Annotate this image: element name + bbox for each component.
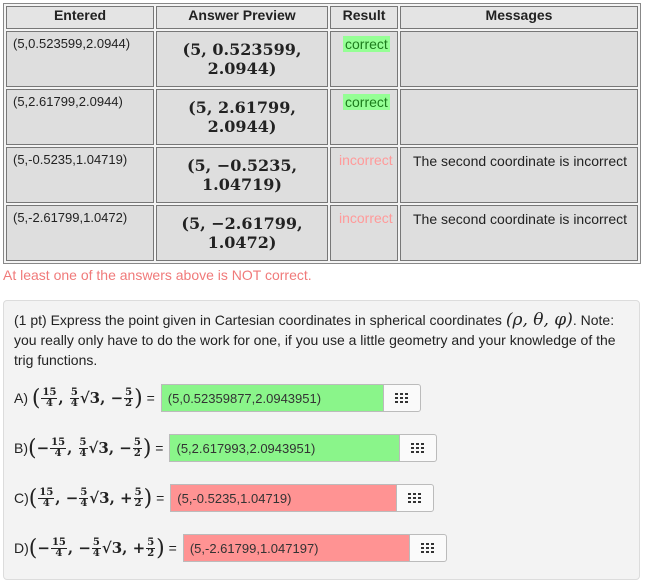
part-label: C) bbox=[14, 490, 29, 506]
result-cell bbox=[330, 205, 398, 261]
part-c-label: C) ( $\frac{15}{4}$ , − $\frac{5}{4}$ √3 , + $\frac{5}{2}$ ) = bbox=[14, 485, 165, 511]
part-c-row bbox=[14, 483, 434, 513]
equation-editor-button-d[interactable] bbox=[409, 534, 447, 562]
table-row bbox=[6, 31, 638, 87]
part-a-row bbox=[14, 383, 421, 413]
result-badge: incorrect bbox=[339, 210, 393, 226]
preview-cell: (5, 0.523599, 2.0944) bbox=[156, 31, 328, 87]
result-cell bbox=[330, 31, 398, 87]
point-coords: ( $\frac{15}{4}$ , − $\frac{5}{4}$ √3 , + $\frac{5}{2}$ ) bbox=[28, 485, 153, 511]
result-badge: correct bbox=[345, 36, 388, 52]
message-cell bbox=[400, 89, 638, 145]
equation-editor-button-a[interactable] bbox=[383, 384, 421, 412]
result-badge: incorrect bbox=[339, 152, 393, 168]
entered-cell: (5,-2.61799,1.0472) bbox=[6, 205, 154, 261]
prompt-text-end: . Note: you really only have to do the work for one, if you use a little geometry and your knowledge of the trig functions. bbox=[14, 312, 616, 368]
result-cell bbox=[330, 147, 398, 203]
part-d-row bbox=[14, 533, 447, 563]
incorrect-warning: At least one of the answers above is NOT correct. bbox=[3, 267, 312, 283]
grid-icon bbox=[408, 493, 422, 504]
message-cell: The second coordinate is incorrect bbox=[400, 205, 638, 261]
header-answer-preview: Answer Preview bbox=[156, 6, 328, 29]
table-row bbox=[6, 205, 638, 261]
grid-icon bbox=[421, 543, 435, 554]
table-row bbox=[6, 147, 638, 203]
entered-cell: (5,2.61799,2.0944) bbox=[6, 89, 154, 145]
preview-cell: (5, −2.61799, 1.0472) bbox=[156, 205, 328, 261]
message-cell bbox=[400, 31, 638, 87]
answer-input-a[interactable]: (5,0.52359877,2.0943951) bbox=[161, 384, 383, 412]
answer-input-b[interactable]: (5,2.617993,2.0943951) bbox=[169, 434, 399, 462]
point-coords: ( − $\frac{15}{4}$ , $\frac{5}{4}$ √3 , − $\frac{5}{2}$ ) bbox=[28, 435, 152, 461]
part-label: B) bbox=[14, 440, 28, 456]
point-coords: ( $\frac{15}{4}$ , $\frac{5}{4}$ √3 , − $\frac{5}{2}$ ) bbox=[31, 385, 143, 411]
result-badge: correct bbox=[345, 94, 388, 110]
preview-cell: (5, −0.5235, 1.04719) bbox=[156, 147, 328, 203]
part-b-label: B) ( − $\frac{15}{4}$ , $\frac{5}{4}$ √3 , − $\frac{5}{2}$ ) = bbox=[14, 435, 164, 461]
problem-prompt bbox=[14, 310, 636, 370]
result-cell bbox=[330, 89, 398, 145]
results-table bbox=[3, 3, 641, 264]
part-d-label: D) ( − $\frac{15}{4}$ , − $\frac{5}{4}$ √3 , + $\frac{5}{2}$ ) = bbox=[14, 535, 177, 561]
problem-box bbox=[3, 300, 640, 580]
part-label: D) bbox=[14, 540, 29, 556]
part-a-label: A) ( $\frac{15}{4}$ , $\frac{5}{4}$ √3 , − $\frac{5}{2}$ ) = bbox=[14, 385, 155, 411]
point-coords: ( − $\frac{15}{4}$ , − $\frac{5}{4}$ √3 , + $\frac{5}{2}$ ) bbox=[28, 535, 165, 561]
results-header-row bbox=[6, 6, 638, 29]
header-entered: Entered bbox=[6, 6, 154, 29]
prompt-math: (ρ, θ, φ) bbox=[505, 310, 573, 330]
header-result: Result bbox=[330, 6, 398, 29]
answer-input-d[interactable]: (5,-2.61799,1.047197) bbox=[183, 534, 409, 562]
part-label: A) bbox=[14, 390, 28, 406]
entered-cell: (5,0.523599,2.0944) bbox=[6, 31, 154, 87]
equation-editor-button-b[interactable] bbox=[399, 434, 437, 462]
header-messages: Messages bbox=[400, 6, 638, 29]
grid-icon bbox=[395, 393, 409, 404]
answer-input-c[interactable]: (5,-0.5235,1.04719) bbox=[170, 484, 396, 512]
entered-cell: (5,-0.5235,1.04719) bbox=[6, 147, 154, 203]
preview-cell: (5, 2.61799, 2.0944) bbox=[156, 89, 328, 145]
message-cell: The second coordinate is incorrect bbox=[400, 147, 638, 203]
table-row bbox=[6, 89, 638, 145]
equation-editor-button-c[interactable] bbox=[396, 484, 434, 512]
grid-icon bbox=[411, 443, 425, 454]
prompt-text-start: (1 pt) Express the point given in Cartesian coordinates in spherical coordinates bbox=[14, 312, 506, 328]
part-b-row bbox=[14, 433, 437, 463]
